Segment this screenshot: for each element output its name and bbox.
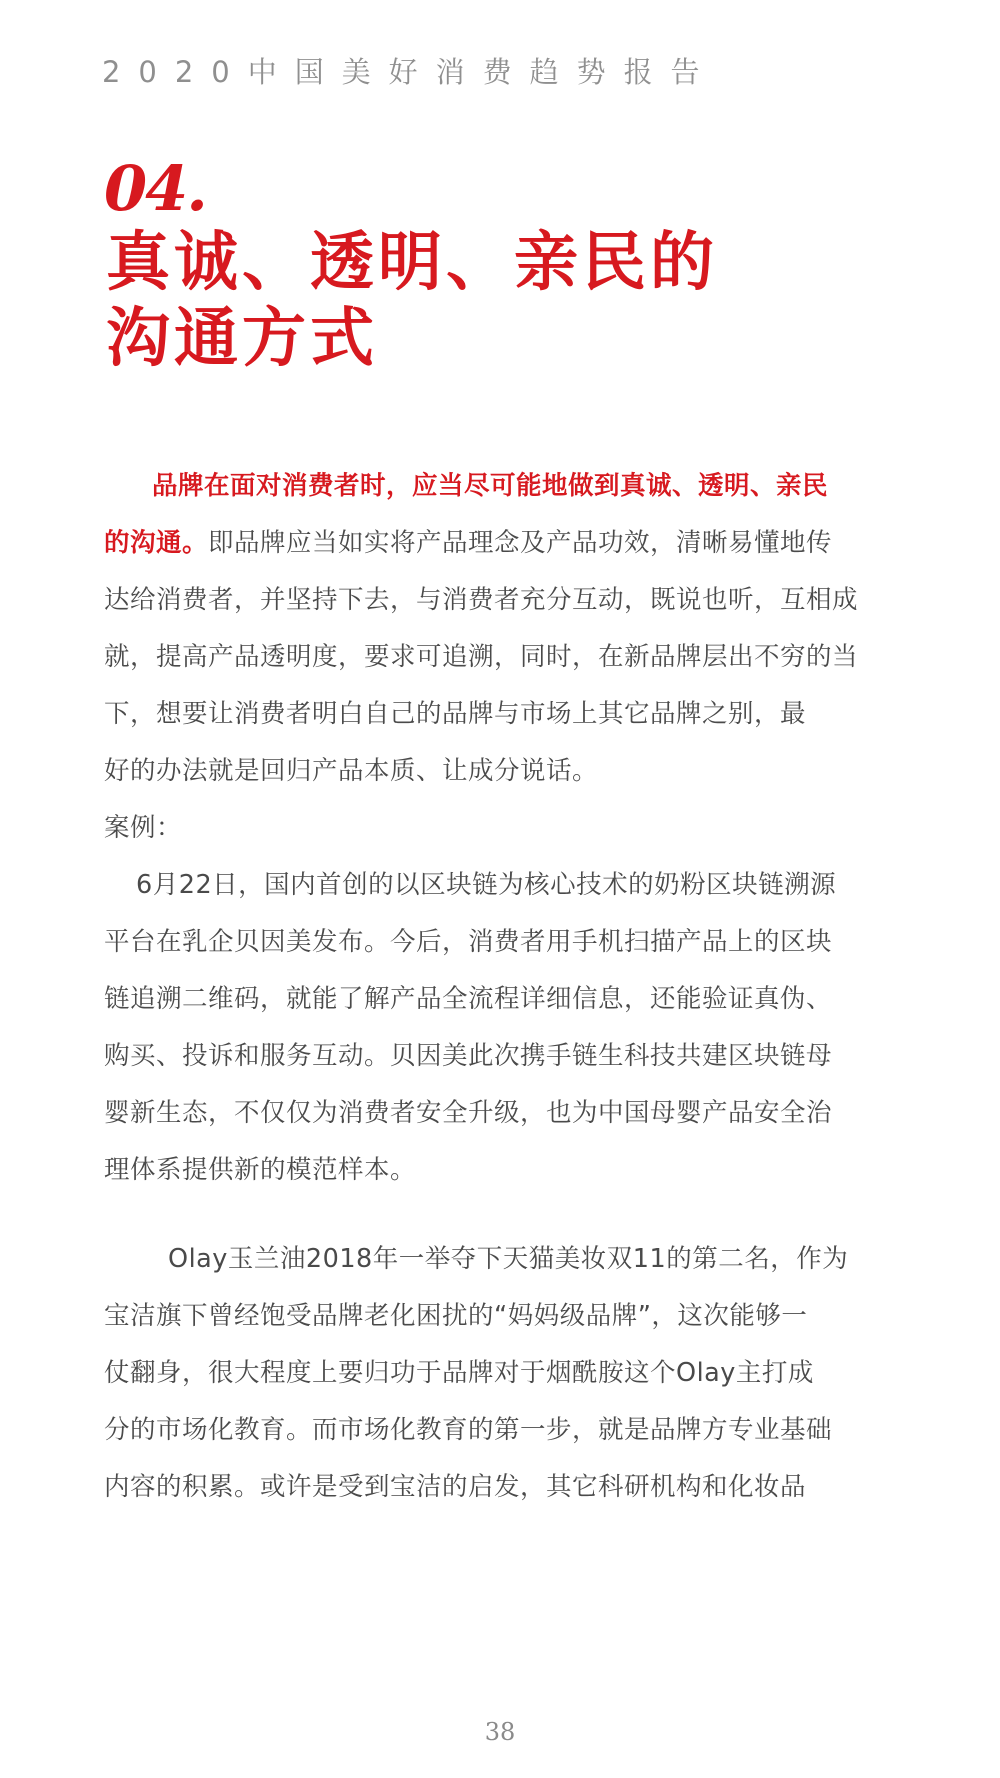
paragraph-line: 仗翻身，很大程度上要归功于品牌对于烟酰胺这个Olay主打成 — [104, 1358, 814, 1388]
case-label: 案例： — [104, 813, 183, 843]
paragraph-line: 平台在乳企贝因美发布。今后，消费者用手机扫描产品上的区块 — [104, 927, 833, 957]
highlight-text: 的沟通。 — [104, 528, 209, 558]
paragraph-line: Olay玉兰油2018年一举夺下天猫美妆双11的第二名，作为 — [168, 1244, 849, 1274]
paragraph-line: 就，提高产品透明度，要求可追溯，同时，在新品牌层出不穷的当 — [104, 642, 859, 672]
paragraph-line: 内容的积累。或许是受到宝洁的启发，其它科研机构和化妆品 — [104, 1472, 807, 1502]
section-number: 04. — [104, 152, 206, 225]
section-title-line: 沟通方式 — [106, 301, 378, 376]
body-text — [104, 458, 900, 1516]
paragraph-line: 宝洁旗下曾经饱受品牌老化困扰的“妈妈级品牌”，这次能够一 — [104, 1301, 808, 1331]
page-number: 38 — [484, 1718, 516, 1746]
paragraph-line: 婴新生态，不仅仅为消费者安全升级，也为中国母婴产品安全治 — [104, 1098, 833, 1128]
body-text-span: 即品牌应当如实将产品理念及产品功效，清晰易懂地传 — [208, 528, 833, 558]
paragraph-line: 下，想要让消费者明白自己的品牌与市场上其它品牌之别，最 — [104, 699, 807, 729]
paragraph-line: 理体系提供新的模范样本。 — [104, 1155, 417, 1185]
paragraph-line: 链追溯二维码，就能了解产品全流程详细信息，还能验证真伪、 — [104, 984, 833, 1014]
report-header: 2020中国美好消费趋势报告 — [102, 55, 718, 89]
paragraph-line — [104, 515, 900, 572]
section-title-line: 真诚、透明、亲民的 — [106, 225, 718, 300]
section-title — [106, 225, 718, 377]
paragraph-line: 好的办法就是回归产品本质、让成分说话。 — [104, 756, 599, 786]
highlight-text: 品牌在面对消费者时，应当尽可能地做到真诚、透明、亲民 — [152, 471, 829, 501]
paragraph-spacer — [104, 1199, 900, 1231]
paragraph-line: 分的市场化教育。而市场化教育的第一步，就是品牌方专业基础 — [104, 1415, 833, 1445]
paragraph-line — [104, 458, 900, 515]
paragraph-line: 达给消费者，并坚持下去，与消费者充分互动，既说也听，互相成 — [104, 585, 859, 615]
paragraph-line: 购买、投诉和服务互动。贝因美此次携手链生科技共建区块链母 — [104, 1041, 833, 1071]
paragraph-line: 6月22日，国内首创的以区块链为核心技术的奶粉区块链溯源 — [136, 870, 837, 900]
